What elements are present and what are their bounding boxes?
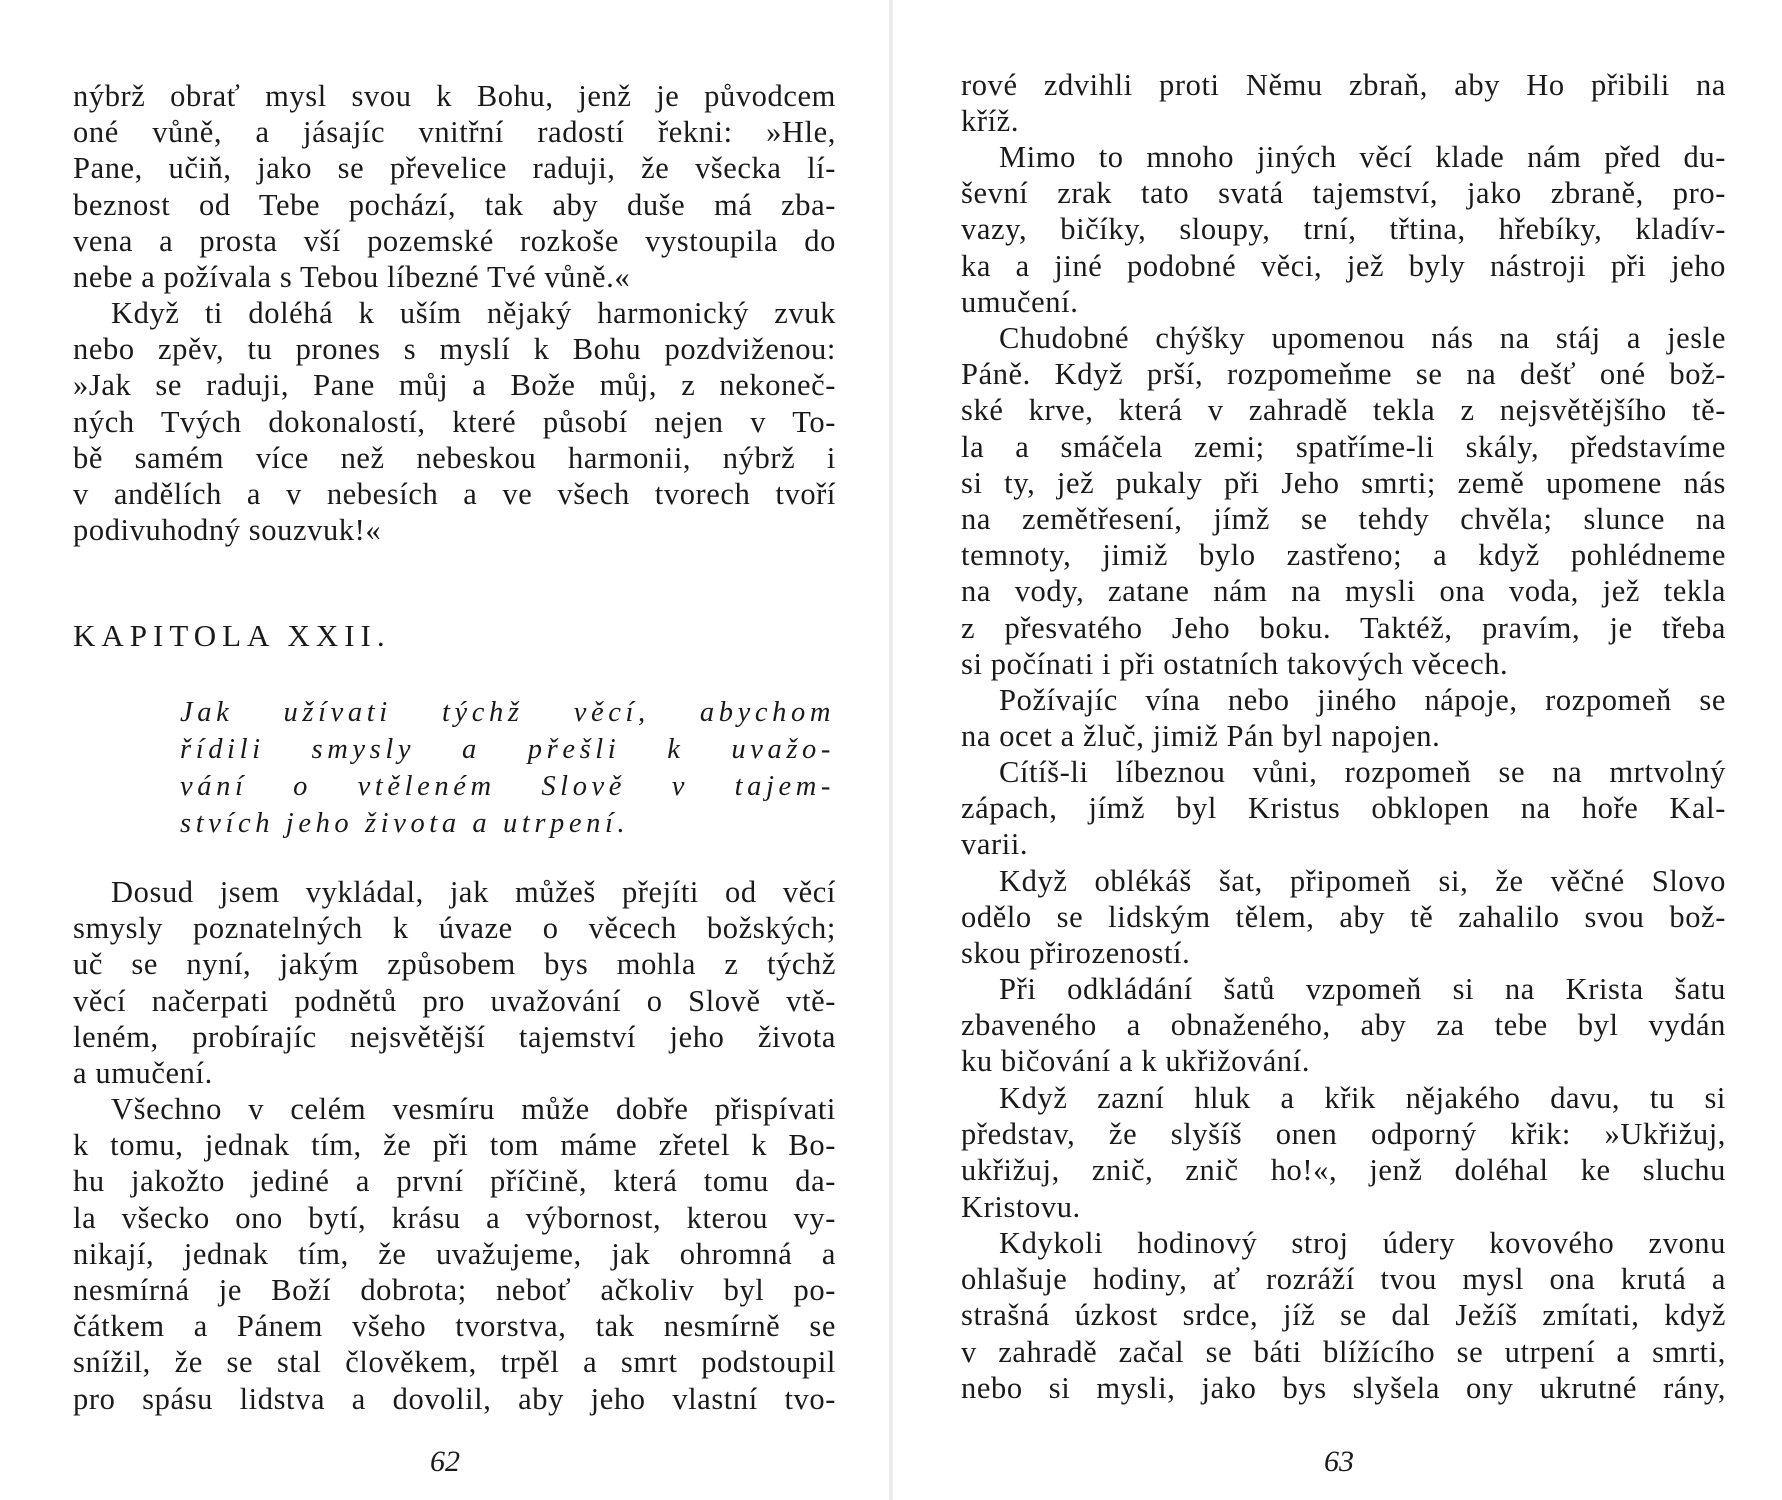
text-line: ské krve, která v zahradě tekla z nejsvětějšího tě- [961, 393, 1726, 428]
text-line: si počínati i při ostatních takových věcech. [961, 646, 1509, 681]
right-paragraph-9 [961, 1225, 1726, 1406]
text-line: věcí načerpati podnětů pro uvažování o Slově vtě- [73, 983, 836, 1018]
text-line: na vody, zatane nám na mysli ona voda, jež tekla [961, 574, 1726, 609]
text-line: k tomu, jednak tím, že při tom máme zřetel k Bo- [73, 1128, 836, 1163]
text-line: ných Tvých dokonalostí, které působí nejen v To- [73, 404, 836, 439]
right-paragraph-6 [961, 863, 1726, 972]
text-line: Všechno v celém vesmíru může dobře přispívati [111, 1092, 836, 1126]
text-line: la všecko ono bytí, krásu a výbornost, kterou vy- [73, 1200, 836, 1235]
right-paragraph-2 [961, 139, 1726, 320]
page-number: 63 [1324, 1445, 1354, 1478]
text-line: ohlašuje hodiny, ať rozráží tvou mysl ona krutá a [961, 1262, 1726, 1297]
text-line: skou přirozeností. [961, 936, 1191, 971]
text-line: ku bičování a k ukřižování. [961, 1044, 1311, 1079]
text-line: nebo zpěv, tu prones s myslí k Bohu pozdviženou: [73, 332, 836, 367]
text-line: nikají, jednak tím, že uvažujeme, jak ohromná a [73, 1236, 836, 1271]
subtitle-line: stvích jeho života a utrpení. [180, 808, 630, 839]
text-line: beznost od Tebe pochází, tak aby duše má zba- [73, 187, 836, 222]
text-line: »Jak se raduji, Pane můj a Bože můj, z nekoneč- [73, 368, 836, 403]
text-line: Kristovu. [961, 1189, 1081, 1224]
text-line: podivuhodný souzvuk!« [73, 513, 382, 548]
text-line: umučení. [961, 284, 1079, 319]
page-number: 62 [430, 1445, 460, 1478]
right-paragraph-7 [961, 971, 1726, 1080]
text-line: Chudobné chýšky upomenou nás na stáj a jesle [999, 321, 1726, 355]
text-line: ševní zrak tato svatá tajemství, jako zbraně, pro- [961, 176, 1726, 211]
text-line: v zahradě začal se báti blížícího se utrpení a smrti, [961, 1334, 1726, 1369]
text-line: vazy, bičíky, sloupy, trní, třtina, hřebíky, kladív- [961, 212, 1726, 247]
text-line: v andělích a v nebesích a ve všech tvorech tvoří [73, 477, 836, 512]
text-line: zápach, jímž byl Kristus obklopen na hoře Kal- [961, 791, 1726, 826]
right-paragraph-1 [961, 67, 1726, 139]
text-line: kříž. [961, 104, 1020, 139]
text-line: hu jakožto jediné a první příčině, která tomu da- [73, 1164, 836, 1199]
text-line: z přesvatého Jeho boku. Taktéž, pravím, je třeba [961, 610, 1726, 645]
text-line: nebe a požívala s Tebou líbezné Tvé vůně.« [73, 260, 631, 295]
text-line: uč se nyní, jakým způsobem bys mohla z týchž [73, 947, 836, 982]
chapter-heading: KAPITOLA XXII. [73, 618, 391, 653]
text-line: ka a jiné podobné věci, jež byly nástroji při jeho [961, 248, 1726, 283]
text-line: si ty, jež pukaly při Jeho smrti; země upomene nás [961, 465, 1726, 500]
text-line: Mimo to mnoho jiných věcí klade nám před du- [999, 140, 1726, 174]
text-line: la a smáčela zemi; spatříme-li skály, představíme [961, 429, 1726, 464]
text-line: představ, že slyšíš onen odporný křik: »Ukřižuj, [961, 1117, 1726, 1152]
right-paragraph-8 [961, 1080, 1726, 1225]
text-line: oné vůně, a jásajíc vnitřní radostí řekni: »Hle, [73, 115, 836, 150]
text-line: a umučení. [73, 1056, 213, 1091]
text-line: temnoty, jimiž bylo zastřeno; a když pohlédneme [961, 538, 1726, 573]
subtitle-line: řídili smysly a přešli k uvažo- [180, 734, 835, 765]
text-line: nesmírná je Boží dobrota; neboť ačkoliv byl po- [73, 1273, 836, 1308]
text-line: Páně. Když prší, rozpomeňme se na dešť oné bož- [961, 357, 1726, 392]
text-line: nýbrž obrať mysl svou k Bohu, jenž je původcem [73, 79, 836, 113]
text-line: smysly poznatelných k úvaze o věcech božských; [73, 911, 836, 946]
right-page [891, 0, 1782, 1500]
subtitle-line: vání o vtěleném Slově v tajem- [180, 771, 835, 802]
text-line: bě samém více než nebeskou harmonii, nýbrž i [73, 440, 836, 475]
text-line: Když ti doléhá k uším nějaký harmonický zvuk [111, 296, 836, 330]
text-line: pro spásu lidstva a dovolil, aby jeho vlastní tvo- [73, 1381, 836, 1416]
text-line: Při odkládání šatů vzpomeň si na Krista šatu [999, 972, 1726, 1006]
left-paragraph-3 [73, 874, 836, 1091]
text-line: Požívajíc vína nebo jiného nápoje, rozpomeň se [999, 683, 1726, 717]
text-line: Kdykoli hodinový stroj údery kovového zvonu [999, 1226, 1726, 1260]
left-paragraph-1 [73, 78, 836, 295]
right-paragraph-4 [961, 682, 1726, 754]
text-line: strašná úzkost srdce, jíž se dal Ježíš zmítati, když [961, 1298, 1726, 1333]
left-paragraph-4 [73, 1091, 836, 1417]
text-line: vena a prosta vší pozemské rozkoše vystoupila do [73, 223, 836, 258]
text-line: rové zdvihli proti Němu zbraň, aby Ho přibili na [961, 68, 1726, 102]
text-line: nebo si mysli, jako bys slyšela ony ukrutné rány, [961, 1370, 1726, 1405]
text-line: čátkem a Pánem všeho tvorstva, tak nesmírně se [73, 1309, 836, 1344]
text-line: snížil, že se stal člověkem, trpěl a smrt podstoupil [73, 1345, 836, 1380]
text-line: Když oblékáš šat, připomeň si, že věčné Slovo [999, 864, 1726, 898]
text-line: Když zazní hluk a křik nějakého davu, tu si [999, 1081, 1726, 1115]
subtitle-line: Jak užívati týchž věcí, abychom [180, 697, 835, 728]
chapter-subtitle [180, 694, 835, 842]
text-line: leném, probírajíc nejsvětější tajemství jeho života [73, 1019, 836, 1054]
text-line: Pane, učiň, jako se převelice raduji, že všecka lí- [73, 151, 836, 186]
text-line: Dosud jsem vykládal, jak můžeš přejíti od věcí [111, 875, 836, 909]
text-line: varii. [961, 827, 1029, 862]
left-paragraph-2 [73, 295, 836, 548]
right-paragraph-5 [961, 754, 1726, 863]
text-line: na zemětřesení, jímž se tehdy chvěla; slunce na [961, 502, 1726, 537]
text-line: na ocet a žluč, jimiž Pán byl napojen. [961, 719, 1441, 754]
text-line: ukřižuj, znič, znič ho!«, jenž doléhal ke sluchu [961, 1153, 1726, 1188]
right-paragraph-3 [961, 320, 1726, 682]
text-line: odělo se lidským tělem, aby tě zahalilo svou bož- [961, 900, 1726, 935]
text-line: zbaveného a obnaženého, aby za tebe byl vydán [961, 1008, 1726, 1043]
text-line: Cítíš-li líbeznou vůni, rozpomeň se na mrtvolný [999, 755, 1726, 789]
